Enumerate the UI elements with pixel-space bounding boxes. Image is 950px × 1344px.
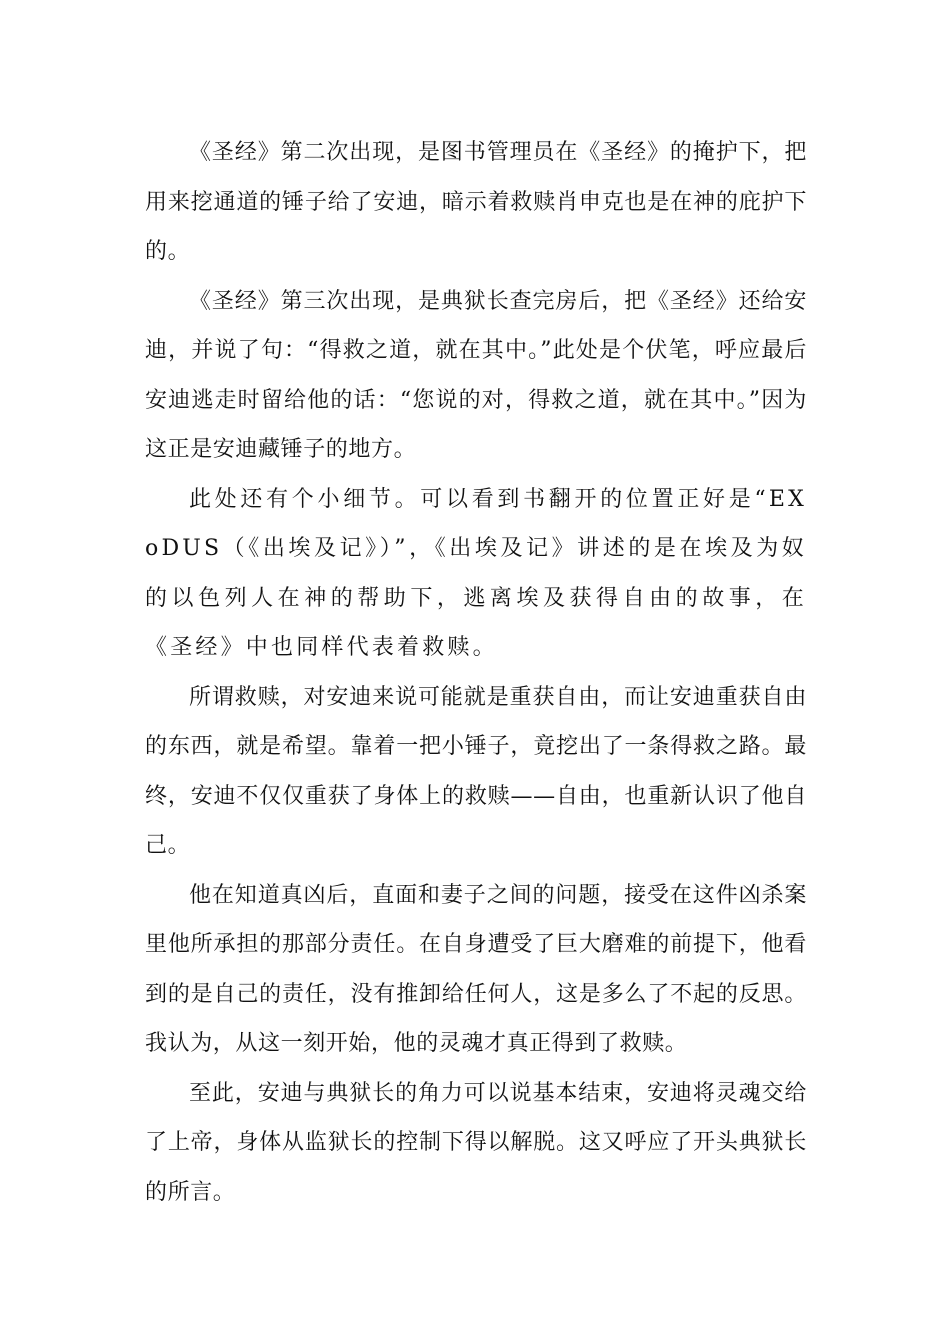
paragraph-true-culprit: 他在知道真凶后，直面和妻子之间的问题，接受在这件凶杀案里他所承担的那部分责任。在自身遭受了巨大磨难的前提下，他看到的是自己的责任，没有推卸给任何人，这是多么了不起的反思。我认为，从这一刻开始，他的灵魂才真正得到了救赎。 (145, 882, 807, 1056)
paragraph-conclusion: 至此，安迪与典狱长的角力可以说基本结束，安迪将灵魂交给了上帝，身体从监狱长的控制下得以解脱。这又呼应了开头典狱长的所言。 (145, 1080, 807, 1205)
paragraph-bible-third: 《圣经》第三次出现，是典狱长查完房后，把《圣经》还给安迪，并说了句：“得救之道，就在其中。”此处是个伏笔，呼应最后安迪逃走时留给他的话：“您说的对，得救之道，就在其中。”因为这正是安迪藏锤子的地方。 (145, 288, 807, 462)
paragraph-exodus-detail: 此处还有个小细节。可以看到书翻开的位置正好是“EXoDUS（《出埃及记》）”，《出埃及记》讲述的是在埃及为奴的以色列人在神的帮助下，逃离埃及获得自由的故事，在《圣经》中也同样代表着救赎。 (145, 486, 807, 660)
paragraph-bible-second: 《圣经》第二次出现，是图书管理员在《圣经》的掩护下，把用来挖通道的锤子给了安迪，暗示着救赎肖申克也是在神的庇护下的。 (145, 140, 807, 264)
document-page (145, 128, 807, 1217)
paragraph-redemption: 所谓救赎，对安迪来说可能就是重获自由，而让安迪重获自由的东西，就是希望。靠着一把小锤子，竟挖出了一条得救之路。最终，安迪不仅仅重获了身体上的救赎——自由，也重新认识了他自己。 (145, 684, 807, 858)
